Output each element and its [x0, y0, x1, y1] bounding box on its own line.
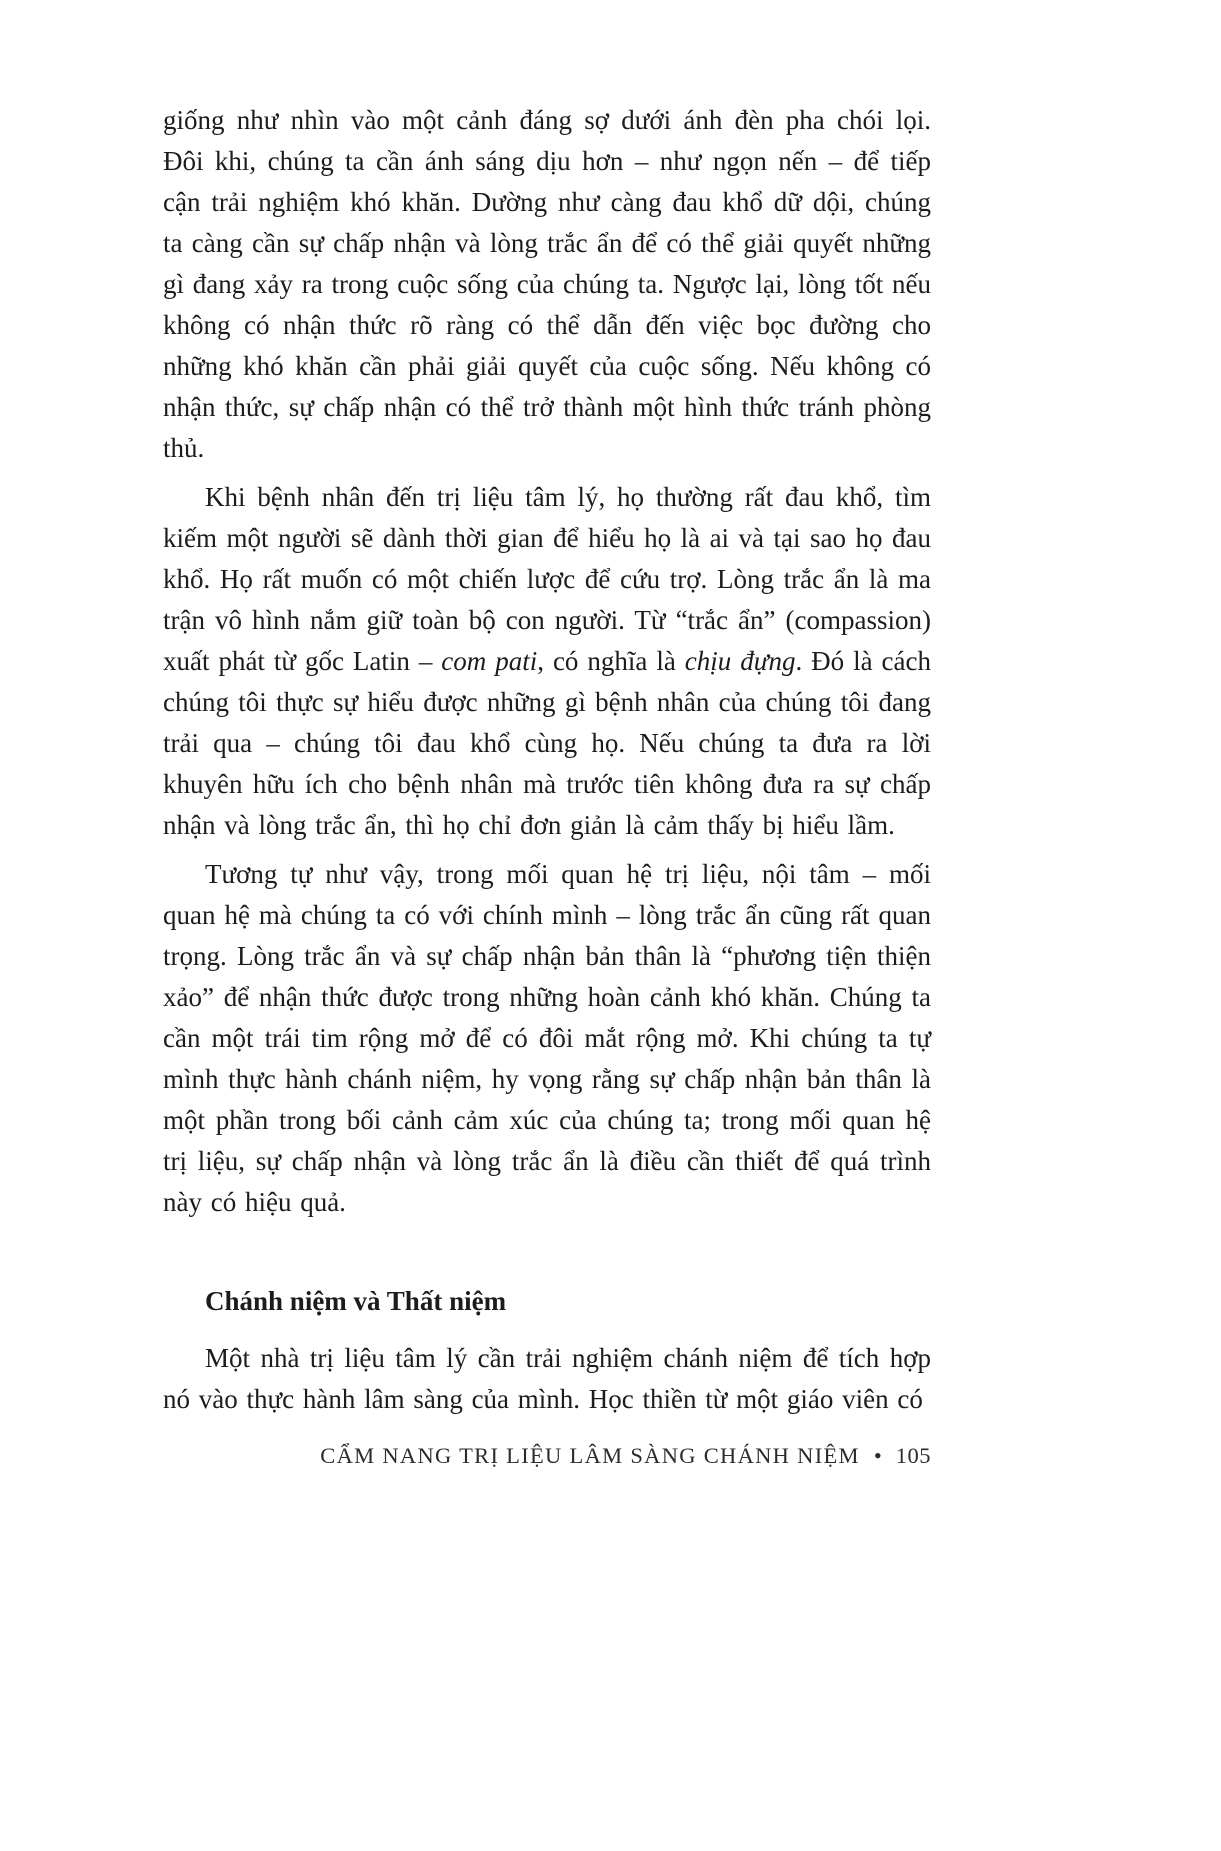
text-segment: Tương tự như vậy, trong mối quan hệ trị liệu, nội tâm – mối quan hệ mà chúng ta có với chính mình – lòng trắc ẩn cũng rất quan trọng. Lòng trắc ẩn và sự chấp nhận bản thân là “phương tiện thiện xảo” để nhận thức được trong những hoàn cảnh khó khăn. Chúng ta cần một trái tim rộng mở để có đôi mắt rộng mở. Khi chúng ta tự mình thực hành chánh niệm, hy vọng rằng sự chấp nhận bản thân là một phần trong bối cảnh cảm xúc của chúng ta; trong mối quan hệ trị liệu, sự chấp nhận và lòng trắc ẩn là điều cần thiết để quá trình này có hiệu quả.: [163, 859, 931, 1217]
text-segment: , có nghĩa là: [537, 646, 685, 676]
page-footer: [163, 1441, 931, 1471]
italic-text-segment: chịu đựng: [684, 646, 796, 676]
section-heading: Chánh niệm và Thất niệm: [205, 1286, 507, 1316]
text-segment: Khi bệnh nhân đến trị liệu tâm lý, họ thường rất đau khổ, tìm kiếm một người sẽ dành thời gian để hiểu họ là ai và tại sao họ đau khổ. Họ rất muốn có một chiến lược để cứu trợ. Lòng trắc ẩn là ma trận vô hình nắm giữ toàn bộ con người. Từ “trắc ẩn” (compassion) xuất phát từ gốc Latin –: [163, 482, 931, 676]
paragraph: [163, 1338, 931, 1420]
text-segment: giống như nhìn vào một cảnh đáng sợ dưới ánh đèn pha chói lọi. Đôi khi, chúng ta cần ánh sáng dịu hơn – như ngọn nến – để tiếp cận trải nghiệm khó khăn. Dường như càng đau khổ dữ dội, chúng ta càng cần sự chấp nhận và lòng trắc ẩn để có thể giải quyết những gì đang xảy ra trong cuộc sống của chúng ta. Ngược lại, lòng tốt nếu không có nhận thức rõ ràng có thể dẫn đến việc bọc đường cho những khó khăn cần phải giải quyết của cuộc sống. Nếu không có nhận thức, sự chấp nhận có thể trở thành một hình thức tránh phòng thủ.: [163, 105, 931, 463]
paragraph: [163, 854, 931, 1223]
footer-running-title: CẨM NANG TRỊ LIỆU LÂM SÀNG CHÁNH NIỆM: [320, 1443, 860, 1468]
text-segment: . Đó là cách chúng tôi thực sự hiểu được những gì bệnh nhân của chúng tôi đang trải qua – chúng tôi đau khổ cùng họ. Nếu chúng ta đưa ra lời khuyên hữu ích cho bệnh nhân mà trước tiên không đưa ra sự chấp nhận và lòng trắc ẩn, thì họ chỉ đơn giản là cảm thấy bị hiểu lầm.: [163, 646, 931, 840]
footer-separator: •: [873, 1443, 882, 1468]
page-body: [163, 100, 931, 1428]
paragraph: [163, 100, 931, 469]
italic-text-segment: com pati: [441, 646, 538, 676]
footer-page-number: 105: [895, 1443, 931, 1468]
paragraph: [163, 477, 931, 846]
text-segment: Một nhà trị liệu tâm lý cần trải nghiệm chánh niệm để tích hợp nó vào thực hành lâm sàng của mình. Học thiền từ một giáo viên có: [163, 1343, 931, 1414]
